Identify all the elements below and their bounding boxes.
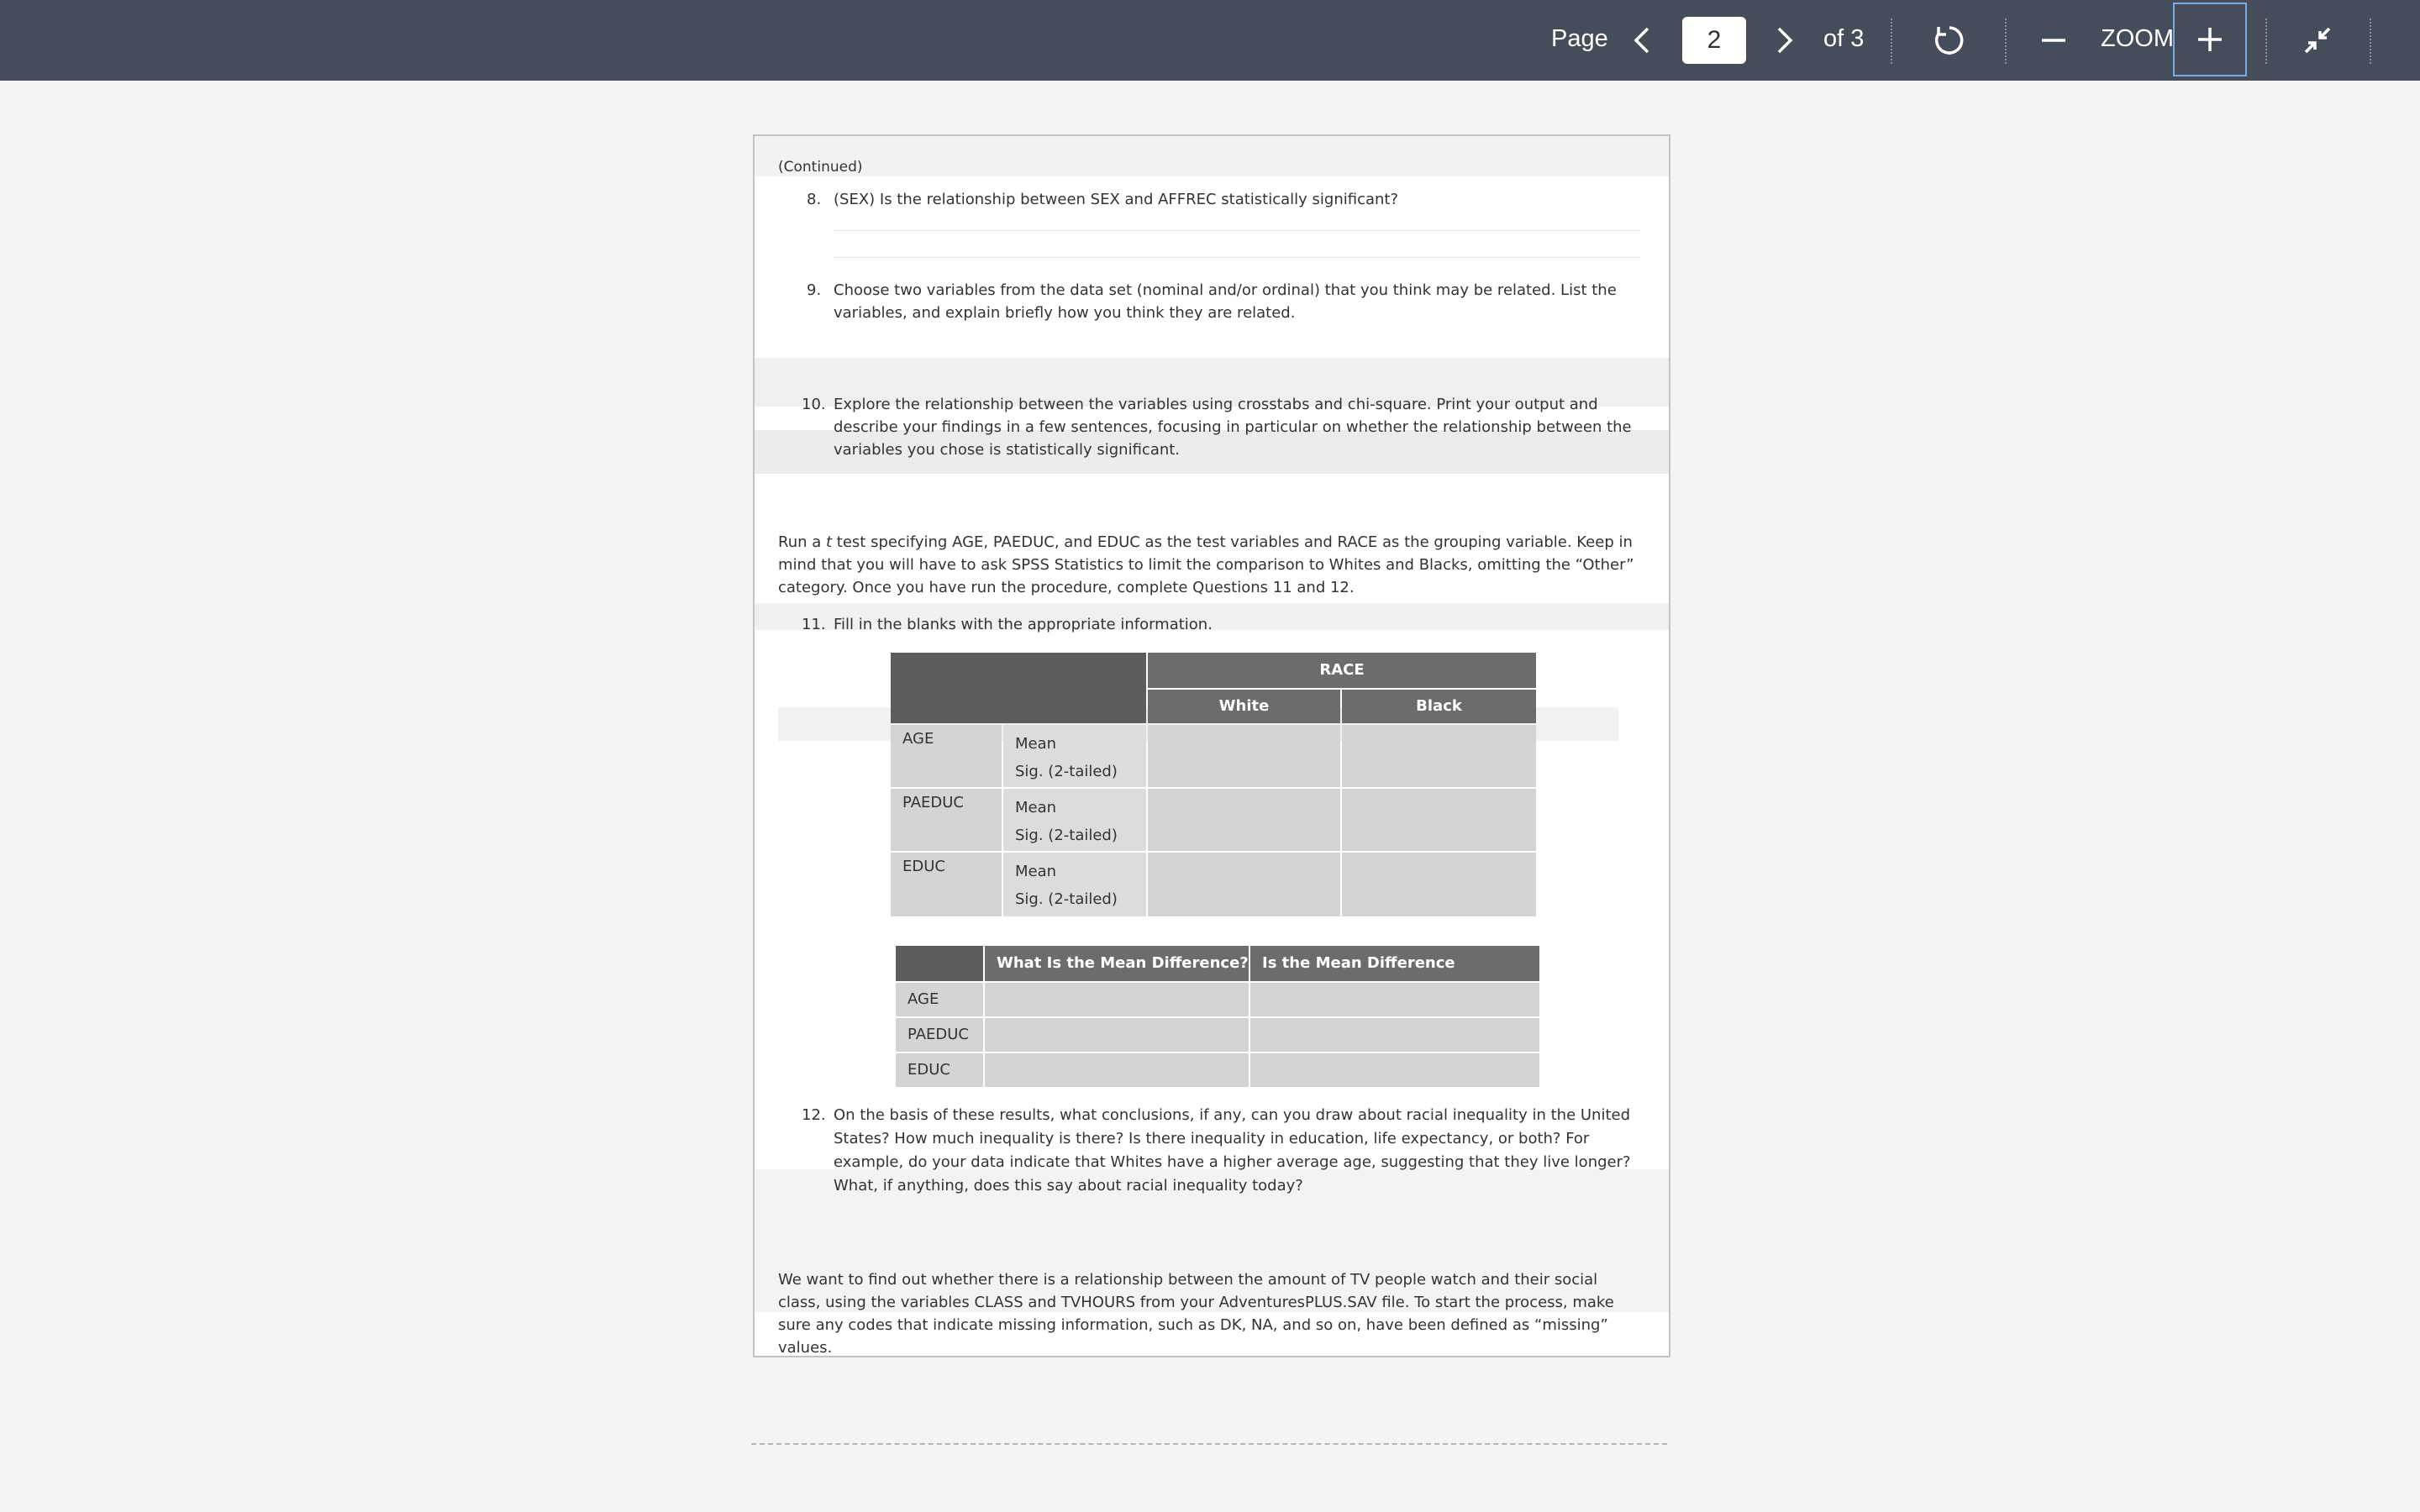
table-row-var: AGE [896,983,983,1016]
question-10-text: Explore the relationship between the variables using crosstabs and chi-square. Print your output and describe your findings in a few sentences, focusing in particular on whether the relationship between the variables you chose is statistically significant. [834,396,1632,459]
mean-label: Mean [1015,735,1057,753]
chevron-right-icon [1774,26,1796,55]
answer-line [834,230,1640,231]
table-row-var: PAEDUC [896,1018,983,1052]
t-test-prefix: Run a [778,533,826,551]
white-age-blank[interactable] [1148,725,1340,787]
table-row-var: EDUC [891,853,1002,916]
significance-header: Is the Mean Difference [1250,946,1539,981]
toolbar-separator [2370,18,2371,64]
table-header-blank [891,653,1146,723]
table-header-blank [896,946,983,981]
white-paeduc-blank[interactable] [1148,789,1340,851]
question-11-text: Fill in the blanks with the appropriate information. [834,616,1213,633]
sig-label: Sig. (2-tailed) [1015,763,1118,780]
continued-label: (Continued) [778,159,863,176]
table-row-var: EDUC [896,1053,983,1087]
question-8-number: 8. [807,191,822,208]
question-8-text: (SEX) Is the relationship between SEX and AFFREC statistically significant? [834,191,1399,208]
mean-label: Mean [1015,863,1057,880]
page-label: Page [1551,25,1608,52]
answer-line [834,257,1640,258]
educ-difference-blank[interactable] [985,1053,1249,1087]
exit-fullscreen-button[interactable] [2301,12,2334,69]
page-divider [751,1443,1667,1445]
table-row-stats [1003,853,1146,916]
mean-difference-header: What Is the Mean Difference? [985,946,1249,981]
mean-difference-table [896,946,1539,1089]
question-11-number: 11. [802,616,826,633]
toolbar-separator [2265,18,2267,64]
zoom-in-button[interactable] [2173,3,2247,76]
black-age-blank[interactable] [1342,725,1536,787]
page-number-input[interactable] [1682,17,1746,64]
black-column-header: Black [1342,690,1536,723]
t-test-rest: test specifying AGE, PAEDUC, and EDUC as the test variables and RACE as the grouping variable. Keep in mind that you will have to ask SPSS Statistics to limit the comparison to Whites and Blacks, omitting the “Other” category. Once you have run the procedure, complete Questions 11 and 12. [778,533,1634,596]
black-paeduc-blank[interactable] [1342,789,1536,851]
sig-label: Sig. (2-tailed) [1015,890,1118,908]
zoom-out-button[interactable] [2039,12,2069,69]
next-page-button[interactable] [1770,12,1800,69]
collapse-icon [2302,25,2333,55]
toolbar-separator [1891,18,1892,64]
t-test-instructions [778,531,1644,599]
plus-icon [2175,4,2245,75]
mean-label: Mean [1015,799,1057,816]
chevron-left-icon [1631,26,1653,55]
t-italic: t [826,533,833,551]
race-header: RACE [1148,653,1536,688]
question-12-number: 12. [802,1106,826,1124]
zoom-label: ZOOM [2101,25,2174,52]
sig-label: Sig. (2-tailed) [1015,827,1118,844]
paeduc-significance-blank[interactable] [1250,1018,1539,1052]
age-difference-blank[interactable] [985,983,1249,1016]
document-page [753,134,1670,1357]
toolbar-separator [2005,18,2007,64]
table-row-var: AGE [891,725,1002,787]
table-row-stats [1003,725,1146,787]
rotate-button[interactable] [1931,12,1968,69]
white-column-header: White [1148,690,1340,723]
question-9-text: Choose two variables from the data set (nominal and/or ordinal) that you think may be related. List the variables, and explain briefly how you think they are related. [834,281,1617,322]
white-educ-blank[interactable] [1148,853,1340,916]
bleed-through-band [755,136,1670,176]
rotate-icon [1933,24,1966,57]
previous-page-button[interactable] [1627,12,1657,69]
viewer-toolbar [0,0,2420,81]
black-educ-blank[interactable] [1342,853,1536,916]
page-total-label: of 3 [1823,25,1865,52]
table-row-var: PAEDUC [891,789,1002,851]
educ-significance-blank[interactable] [1250,1053,1539,1087]
paeduc-difference-blank[interactable] [985,1018,1249,1052]
minus-icon [2040,27,2067,54]
question-10-number: 10. [802,396,826,413]
question-12-text: On the basis of these results, what conclusions, if any, can you draw about racial inequality in the United States? How much inequality is there? Is there inequality in education, life expectancy, or both? For example, do your data indicate that Whites have a higher average age, suggesting that they live longer? What, if anything, does this say about racial inequality today? [834,1106,1631,1194]
table-row-stats [1003,789,1146,851]
age-significance-blank[interactable] [1250,983,1539,1016]
race-means-table [891,653,1538,916]
question-9-number: 9. [807,281,822,299]
closing-paragraph: We want to find out whether there is a relationship between the amount of TV people watch and their social class, using the variables CLASS and TVHOURS from your AdventuresPLUS.SAV file. To start the process, make sure any codes that indicate missing information, such as DK, NA, and so on, have been defined as “missing” values. [778,1271,1614,1357]
